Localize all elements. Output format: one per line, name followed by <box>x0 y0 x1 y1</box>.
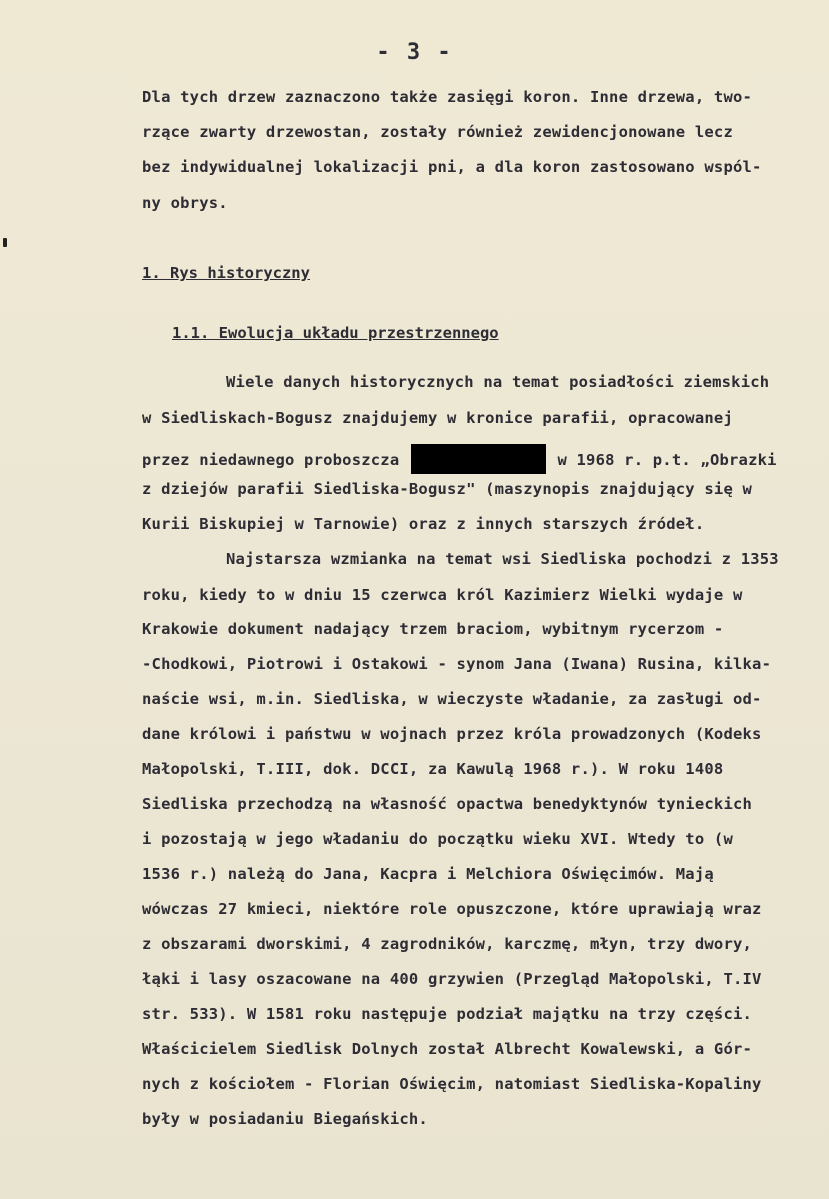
paragraph-line: 1536 r.) należą do Jana, Kacpra i Melchiora Oświęcimów. Mają <box>142 865 714 883</box>
paragraph-line: roku, kiedy to w dniu 15 czerwca król Kazimierz Wielki wydaje w <box>142 586 743 604</box>
page-number: - 3 - <box>376 40 453 65</box>
paragraph-line: z dziejów parafii Siedliska-Bogusz" (maszynopis znajdujący się w <box>142 480 753 498</box>
paragraph-line <box>142 444 822 474</box>
paragraph-line: naście wsi, m.in. Siedliska, w wieczyste władanie, za zasługi od- <box>142 690 762 708</box>
paragraph-line: były w posiadaniu Biegańskich. <box>142 1110 428 1128</box>
redaction-block <box>411 444 546 474</box>
paragraph-line: Krakowie dokument nadający trzem braciom, wybitnym rycerzom - <box>142 620 724 638</box>
paragraph-text: przez niedawnego proboszcza <box>142 451 400 469</box>
paragraph-line: Siedliska przechodzą na własność opactwa benedyktynów tynieckich <box>142 795 753 813</box>
paragraph-line: Wiele danych historycznych na temat posiadłości ziemskich <box>226 373 770 391</box>
paragraph-line: i pozostają w jego władaniu do początku wieku XVI. Wtedy to (w <box>142 830 733 848</box>
intro-line: Dla tych drzew zaznaczono także zasięgi koron. Inne drzewa, two- <box>142 88 753 106</box>
paragraph-line: w Siedliskach-Bogusz znajdujemy w kronice parafii, opracowanej <box>142 409 733 427</box>
paragraph-line: dane królowi i państwu w wojnach przez króla prowadzonych (Kodeks <box>142 725 762 743</box>
intro-line: rzące zwarty drzewostan, zostały również zewidencjonowane lecz <box>142 123 733 141</box>
paragraph-line: Kurii Biskupiej w Tarnowie) oraz z innych starszych źródeł. <box>142 515 705 533</box>
paragraph-text: w 1968 r. p.t. „Obrazki <box>557 451 777 469</box>
paragraph-line: -Chodkowi, Piotrowi i Ostakowi - synom Jana (Iwana) Rusina, kilka- <box>142 655 772 673</box>
paragraph-line: Małopolski, T.III, dok. DCCI, za Kawulą 1968 r.). W roku 1408 <box>142 760 724 778</box>
paragraph-line: z obszarami dworskimi, 4 zagrodników, karczmę, młyn, trzy dwory, <box>142 935 753 953</box>
paragraph-line: Najstarsza wzmianka na temat wsi Siedliska pochodzi z 1353 <box>226 550 779 568</box>
intro-line: ny obrys. <box>142 194 228 212</box>
section-heading: 1. Rys historyczny <box>142 264 310 282</box>
paragraph-line: str. 533). W 1581 roku następuje podział majątku na trzy części. <box>142 1005 753 1023</box>
subsection-heading: 1.1. Ewolucja układu przestrzennego <box>172 324 499 342</box>
paragraph-line: Właścicielem Siedlisk Dolnych został Albrecht Kowalewski, a Gór- <box>142 1040 753 1058</box>
paragraph-line: nych z kościołem - Florian Oświęcim, natomiast Siedliska-Kopaliny <box>142 1075 762 1093</box>
paragraph-line: wówczas 27 kmieci, niektóre role opuszczone, które uprawiają wraz <box>142 900 762 918</box>
margin-mark <box>3 238 7 247</box>
paragraph-line: łąki i lasy oszacowane na 400 grzywien (Przegląd Małopolski, T.IV <box>142 970 762 988</box>
intro-line: bez indywidualnej lokalizacji pni, a dla koron zastosowano wspól- <box>142 158 762 176</box>
